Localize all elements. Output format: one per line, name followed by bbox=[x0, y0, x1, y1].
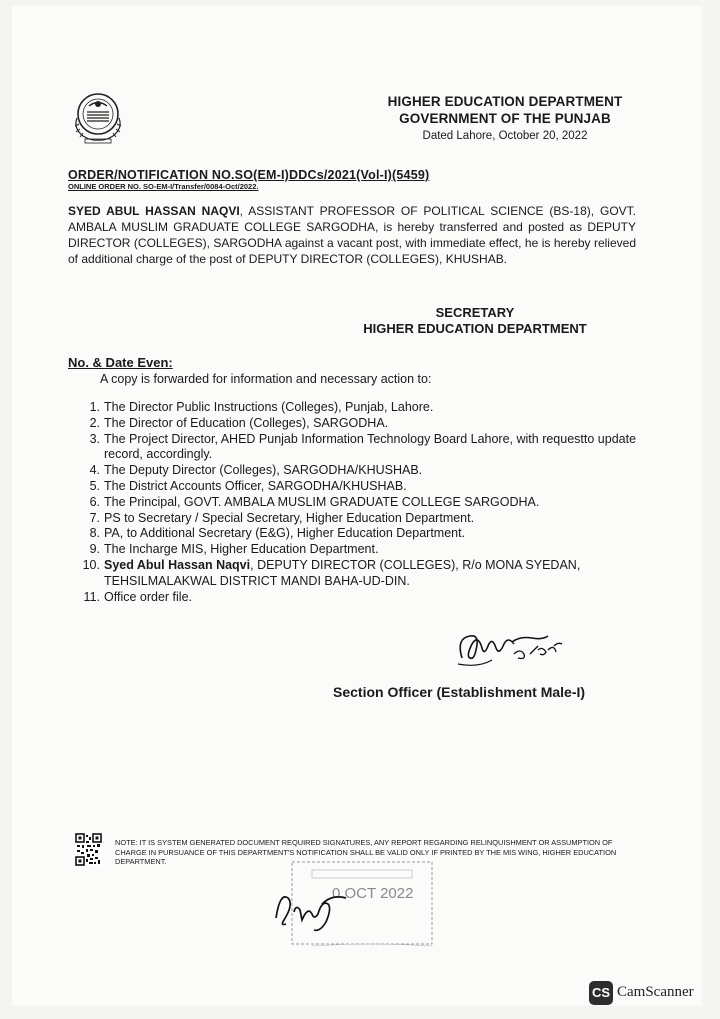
dated-line: Dated Lahore, October 20, 2022 bbox=[422, 130, 588, 142]
order-body-text: , ASSISTANT PROFESSOR OF POLITICAL SCIENCE (BS-18), GOVT. AMBALA MUSLIM GRADUATE COLLEGE SARGODHA, is hereby transferred and posted as DEPUTY DIRECTOR (COLLEGES), SARGODHA against a vacant post, with immediate effect, he is hereby relieved of additional charge of the post of DEPUTY DIRECTOR (COLLEGES), KHUSHAB. bbox=[68, 204, 636, 266]
department-header bbox=[370, 93, 640, 145]
system-generated-note: NOTE: IT IS SYSTEM GENERATED DOCUMENT REQUIRED SIGNATURES, ANY REPORT REGARDING RELINQUISHMENT OR ASSUMPTION OF CHARGE IN PURSUANCE OF THIS DEPARTMENT'S NOTIFICATION SHALL BE VALID ONLY IF PRINTED BY THE MIS WING, HIGHER EDUCATION DEPARTMENT. bbox=[115, 838, 617, 866]
punjab-government-emblem bbox=[67, 84, 129, 146]
distribution-item-text bbox=[104, 463, 643, 479]
distribution-item bbox=[68, 416, 643, 432]
distribution-item bbox=[68, 479, 643, 495]
distribution-item bbox=[68, 495, 643, 511]
distribution-item bbox=[68, 400, 643, 416]
distribution-item-number: 9. bbox=[89, 542, 100, 557]
distribution-item-number: 11. bbox=[83, 589, 100, 604]
distribution-item-body: The Director Public Instructions (Colleges), Punjab, Lahore. bbox=[104, 400, 434, 414]
distribution-item bbox=[68, 526, 643, 542]
distribution-item-body: PA, to Additional Secretary (E&G), Higher Education Department. bbox=[104, 526, 466, 541]
distribution-list bbox=[68, 400, 643, 605]
distribution-item-number: 7. bbox=[89, 510, 100, 525]
order-notification-number: ORDER/NOTIFICATION NO.SO(EM-I)DDCs/2021(Vol-I)(5459) bbox=[68, 168, 430, 182]
distribution-item-number: 3. bbox=[89, 431, 100, 446]
distribution-item-text bbox=[104, 416, 643, 432]
distribution-item-body: The Deputy Director (Colleges), SARGODHA/KHUSHAB. bbox=[104, 463, 423, 478]
distribution-item-text bbox=[104, 479, 643, 495]
distribution-item-text bbox=[104, 542, 643, 558]
distribution-item-body: , DEPUTY DIRECTOR (COLLEGES), R/o MONA SYEDAN, TEHSILMALAKWAL DISTRICT MANDI BAHA-UD-DIN. bbox=[104, 557, 581, 588]
distribution-item bbox=[68, 542, 643, 558]
secretary-block bbox=[350, 305, 600, 337]
distribution-item-text bbox=[104, 558, 643, 590]
stamp-date: 0 OCT 2022 bbox=[332, 885, 414, 902]
distribution-item-body: The District Accounts Officer, SARGODHA/KHUSHAB. bbox=[104, 478, 407, 493]
distribution-item-body: Office order file. bbox=[104, 589, 193, 604]
distribution-item bbox=[68, 590, 643, 606]
distribution-item-body: The Director of Education (Colleges), SARGODHA. bbox=[104, 415, 389, 430]
handwritten-signature bbox=[452, 620, 572, 680]
copy-forwarded-line: A copy is forwarded for information and necessary action to: bbox=[100, 372, 432, 386]
camscanner-logo-icon: CS bbox=[589, 981, 613, 1005]
department-name: HIGHER EDUCATION DEPARTMENT bbox=[387, 94, 623, 109]
government-name: GOVERNMENT OF THE PUNJAB bbox=[399, 111, 611, 126]
distribution-item bbox=[68, 463, 643, 479]
distribution-item-number: 5. bbox=[89, 478, 100, 493]
officer-name: SYED ABUL HASSAN NAQVI bbox=[68, 204, 240, 218]
distribution-item-body: The Incharge MIS, Higher Education Department. bbox=[104, 542, 379, 557]
distribution-item-number: 6. bbox=[89, 494, 100, 509]
order-body bbox=[68, 203, 636, 267]
distribution-item-number: 4. bbox=[89, 463, 100, 478]
distribution-item-number: 1. bbox=[89, 400, 100, 414]
distribution-item-body: The Project Director, AHED Punjab Information Technology Board Lahore, with requestto update record, accordingly. bbox=[104, 431, 637, 462]
distribution-item-body: The Principal, GOVT. AMBALA MUSLIM GRADUATE COLLEGE SARGODHA. bbox=[104, 494, 540, 509]
qr-code bbox=[75, 833, 102, 866]
distribution-item bbox=[68, 558, 643, 590]
received-stamp bbox=[272, 860, 440, 948]
distribution-item-text bbox=[104, 432, 643, 464]
distribution-item-text bbox=[104, 511, 643, 527]
distribution-item-number: 10. bbox=[82, 557, 100, 572]
distribution-item bbox=[68, 432, 643, 464]
distribution-item bbox=[68, 511, 643, 527]
distribution-item-text bbox=[104, 495, 643, 511]
distribution-item-text bbox=[104, 400, 643, 416]
distribution-item-bold-name: Syed Abul Hassan Naqvi bbox=[104, 557, 251, 572]
online-order-number: ONLINE ORDER NO. SO-EM-I/Transfer/0084-Oct/2022. bbox=[68, 182, 259, 191]
distribution-item-number: 2. bbox=[89, 415, 100, 430]
distribution-item-number: 8. bbox=[89, 526, 100, 541]
section-officer-signature-line: Section Officer (Establishment Male-I) bbox=[333, 684, 586, 700]
camscanner-watermark: CamScanner bbox=[617, 984, 694, 1000]
date-even-label: No. & Date Even: bbox=[68, 355, 173, 370]
distribution-item-body: PS to Secretary / Special Secretary, Higher Education Department. bbox=[104, 510, 475, 525]
distribution-item-text bbox=[104, 526, 643, 542]
distribution-item-text bbox=[104, 590, 643, 606]
secretary-department: HIGHER EDUCATION DEPARTMENT bbox=[363, 321, 587, 336]
secretary-title: SECRETARY bbox=[435, 305, 515, 320]
